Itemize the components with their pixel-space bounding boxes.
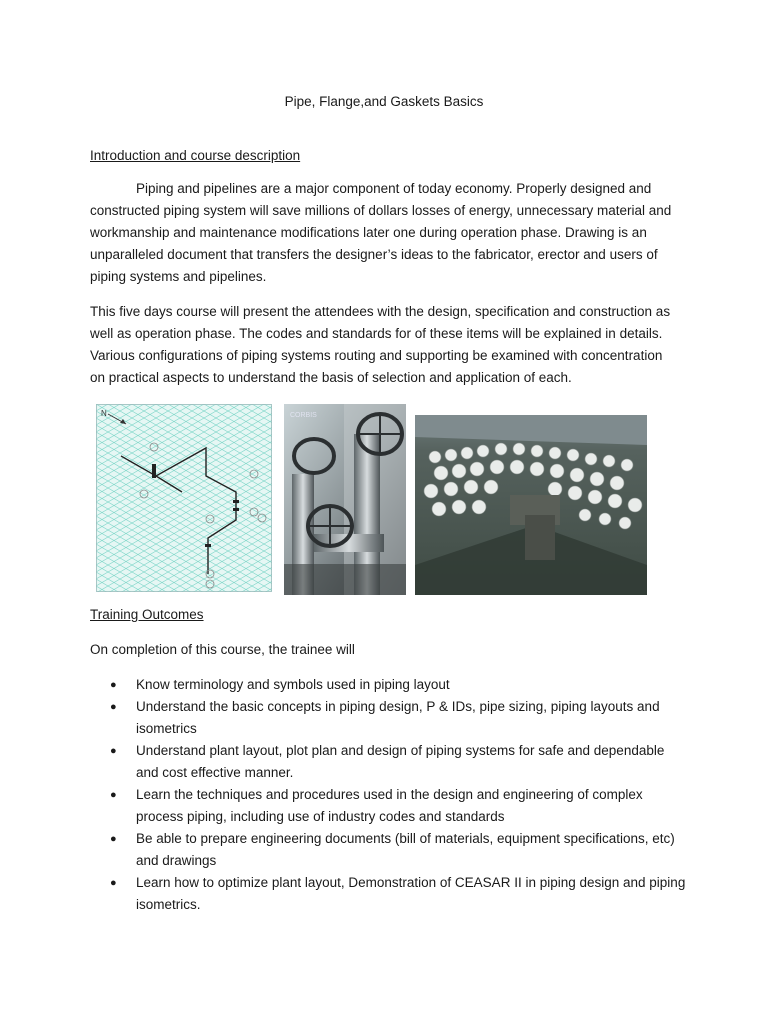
outcomes-heading: Training Outcomes <box>90 607 204 622</box>
bullet-icon: ● <box>110 877 117 889</box>
bullet-icon: ● <box>110 833 117 845</box>
valves-watermark: CORBIS <box>290 412 317 419</box>
intro-paragraph-2: This five days course will present the attendees with the design, specification and construction as well as operation phase. The codes and standards for of these items will be explained in details. Various configurations of piping systems routing and supporting be examined with concentration on practical aspects to understand the basis of selection and application of each. <box>90 304 671 385</box>
list-item-text: Learn how to optimize plant layout, Demonstration of CEASAR II in piping design and piping isometrics. <box>136 875 686 912</box>
list-item <box>90 828 690 872</box>
page-title: Pipe, Flange,and Gaskets Basics <box>284 94 484 109</box>
outcomes-list <box>90 674 690 916</box>
bullet-icon: ● <box>110 679 117 691</box>
outcomes-intro: On completion of this course, the trainee will <box>90 642 355 657</box>
valves-photo <box>284 404 406 595</box>
list-item <box>90 872 690 916</box>
list-item <box>90 696 690 740</box>
north-label: N <box>101 409 107 418</box>
list-item <box>90 674 690 696</box>
intro-paragraph-1: Piping and pipelines are a major component of today economy. Properly designed and constructed piping system will save millions of dollars losses of energy, unnecessary material and workmanship and maintenance modifications later one during operation phase. Drawing is an unparalleled document that transfers the designer’s ideas to the fabricator, erector and users of piping systems and pipelines. <box>90 181 672 284</box>
bullet-icon: ● <box>110 701 117 713</box>
intro-heading: Introduction and course description <box>90 148 301 163</box>
bullet-icon: ● <box>110 745 117 757</box>
list-item-text: Understand the basic concepts in piping design, P & IDs, pipe sizing, piping layouts and isometrics <box>136 699 660 736</box>
list-item-text: Understand plant layout, plot plan and design of piping systems for safe and dependable and cost effective manner. <box>136 743 665 780</box>
list-item-text: Be able to prepare engineering documents (bill of materials, equipment specifications, etc) and drawings <box>136 831 675 868</box>
list-item-text: Know terminology and symbols used in piping layout <box>136 677 450 692</box>
isometric-drawing-image <box>96 404 272 592</box>
list-item-text: Learn the techniques and procedures used in the design and engineering of complex process piping, including use of industry codes and standards <box>136 787 643 824</box>
list-item <box>90 784 690 828</box>
list-item <box>90 740 690 784</box>
refinery-aerial-photo <box>415 415 647 595</box>
bullet-icon: ● <box>110 789 117 801</box>
